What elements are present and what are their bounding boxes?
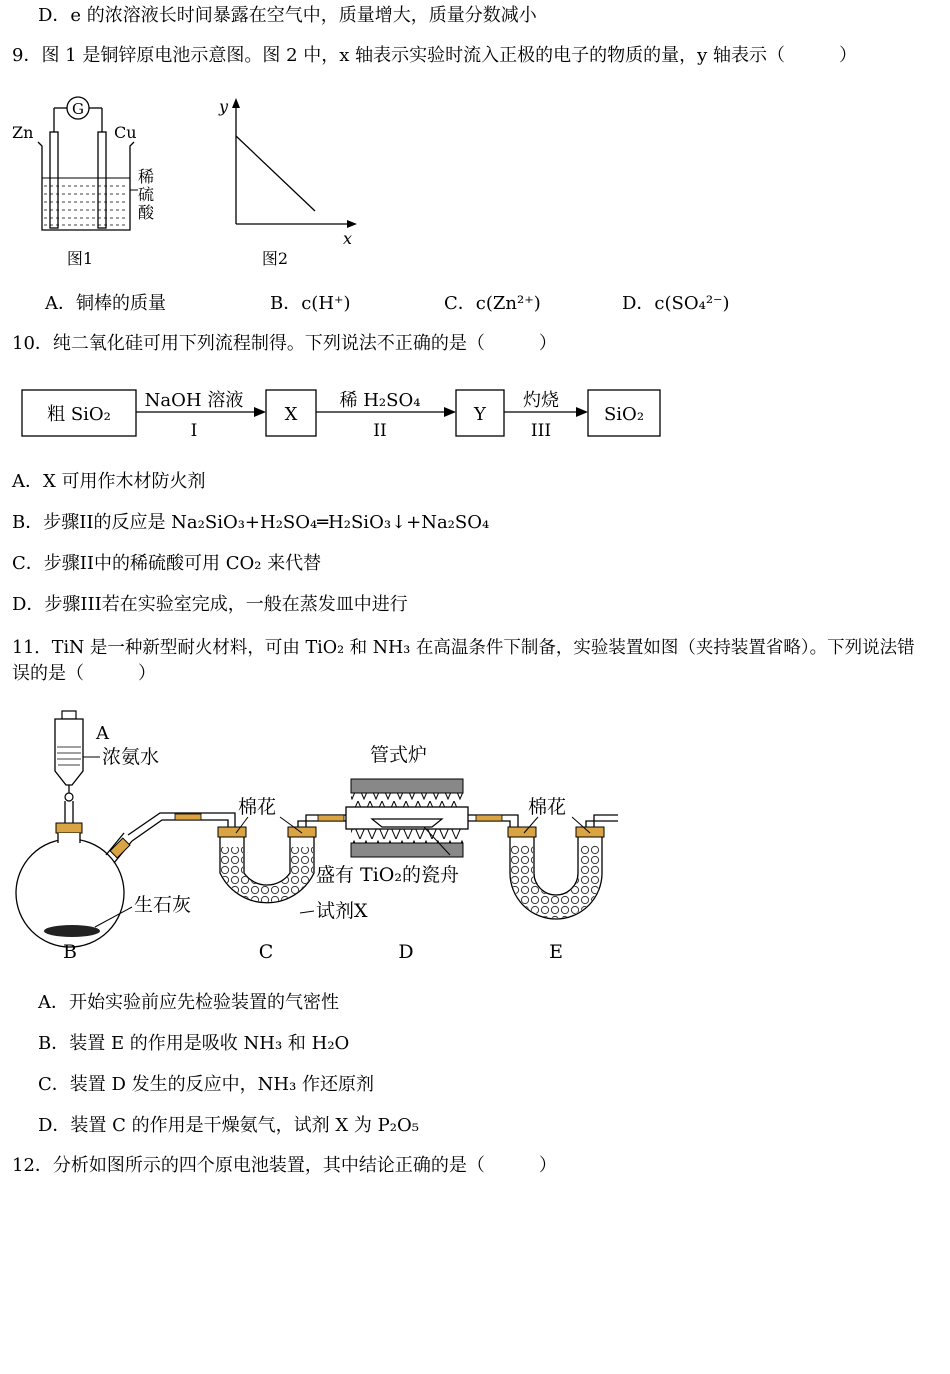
flow-arrow1-reagent: NaOH 溶液 xyxy=(144,390,244,411)
flow-box-x: X xyxy=(284,404,298,425)
fig1-caption: 图1 xyxy=(66,249,94,268)
acid-char-3: 酸 xyxy=(138,203,155,222)
q8-option-d: D．e 的浓溶液长时间暴露在空气中，质量增大，质量分数减小 xyxy=(38,5,537,26)
q9-option-b: B．c(H⁺) xyxy=(270,293,351,314)
flow-arrow2-reagent: 稀 H₂SO₄ xyxy=(339,390,421,411)
q11-stem-line1: 11．TiN 是一种新型耐火材料，可由 TiO₂ 和 NH₃ 在高温条件下制备，实验装置如图（夹持装置省略）。下列说法错 xyxy=(12,638,915,658)
acid-char-2: 硫 xyxy=(138,185,155,204)
q10-option-d: D．步骤III若在实验室完成，一般在蒸发皿中进行 xyxy=(12,594,408,615)
q10-option-a: A．X 可用作木材防火剂 xyxy=(12,471,206,492)
cu-label: Cu xyxy=(114,123,137,142)
zn-label: Zn xyxy=(12,123,34,142)
label-c: C xyxy=(258,941,274,963)
q11-apparatus-diagram xyxy=(10,705,630,970)
q10-flow-diagram xyxy=(20,382,670,448)
label-e: E xyxy=(549,941,563,963)
q11-option-a: A．开始实验前应先检验装置的气密性 xyxy=(38,992,339,1013)
label-d: D xyxy=(398,941,414,963)
flow-box-pure-sio2: SiO₂ xyxy=(603,404,645,425)
q9-stem: 9．图 1 是铜锌原电池示意图。图 2 中，x 轴表示实验时流入正极的电子的物质的量，y 轴表示（ ） xyxy=(12,45,858,66)
q11-option-c: C．装置 D 发生的反应中，NH₃ 作还原剂 xyxy=(38,1074,375,1095)
flow-arrow2-step: II xyxy=(373,421,387,441)
label-boat: 盛有 TiO₂的瓷舟 xyxy=(316,864,459,886)
q10-stem: 10．纯二氧化硅可用下列流程制得。下列说法不正确的是（ ） xyxy=(12,333,557,354)
label-a: A xyxy=(96,723,109,744)
label-cotton-e: 棉花 xyxy=(528,796,567,818)
label-b: B xyxy=(63,941,77,963)
q10-option-b: B．步骤II的反应是 Na₂SiO₃+H₂SO₄═H₂SiO₃↓+Na₂SO₄ xyxy=(12,512,490,533)
flow-box-y: Y xyxy=(474,404,486,425)
fig2-caption: 图2 xyxy=(261,249,289,268)
flow-arrow3-step: III xyxy=(530,421,552,441)
label-tube-furnace: 管式炉 xyxy=(370,744,428,766)
fig2-y-label: y xyxy=(219,97,229,116)
q11-stem-line2: 误的是（ ） xyxy=(12,663,156,684)
q9-option-a: A．铜棒的质量 xyxy=(45,293,166,314)
q9-figure-1 xyxy=(10,90,180,280)
galvanometer-label: G xyxy=(72,100,84,118)
acid-char-1: 稀 xyxy=(138,167,155,186)
q10-option-c: C．步骤II中的稀硫酸可用 CO₂ 来代替 xyxy=(12,553,322,574)
label-quicklime: 生石灰 xyxy=(134,894,192,916)
flow-arrow3-reagent: 灼烧 xyxy=(523,390,559,411)
fig2-x-label: x xyxy=(343,229,353,248)
q11-option-d: D．装置 C 的作用是干燥氨气，试剂 X 为 P₂O₅ xyxy=(38,1115,419,1136)
flow-box-crude-sio2: 粗 SiO₂ xyxy=(47,404,111,425)
label-cotton-c: 棉花 xyxy=(238,796,277,818)
q11-option-b: B．装置 E 的作用是吸收 NH₃ 和 H₂O xyxy=(38,1033,350,1054)
q9-option-c: C．c(Zn²⁺) xyxy=(444,293,541,314)
q12-stem: 12．分析如图所示的四个原电池装置，其中结论正确的是（ ） xyxy=(12,1155,557,1176)
label-reagent-x: 试剂X xyxy=(316,900,368,922)
label-ammonia: 浓氨水 xyxy=(102,746,160,768)
flow-arrow1-step: I xyxy=(190,421,198,441)
q9-figure-2 xyxy=(215,92,365,278)
q9-option-d: D．c(SO₄²⁻) xyxy=(622,293,730,314)
